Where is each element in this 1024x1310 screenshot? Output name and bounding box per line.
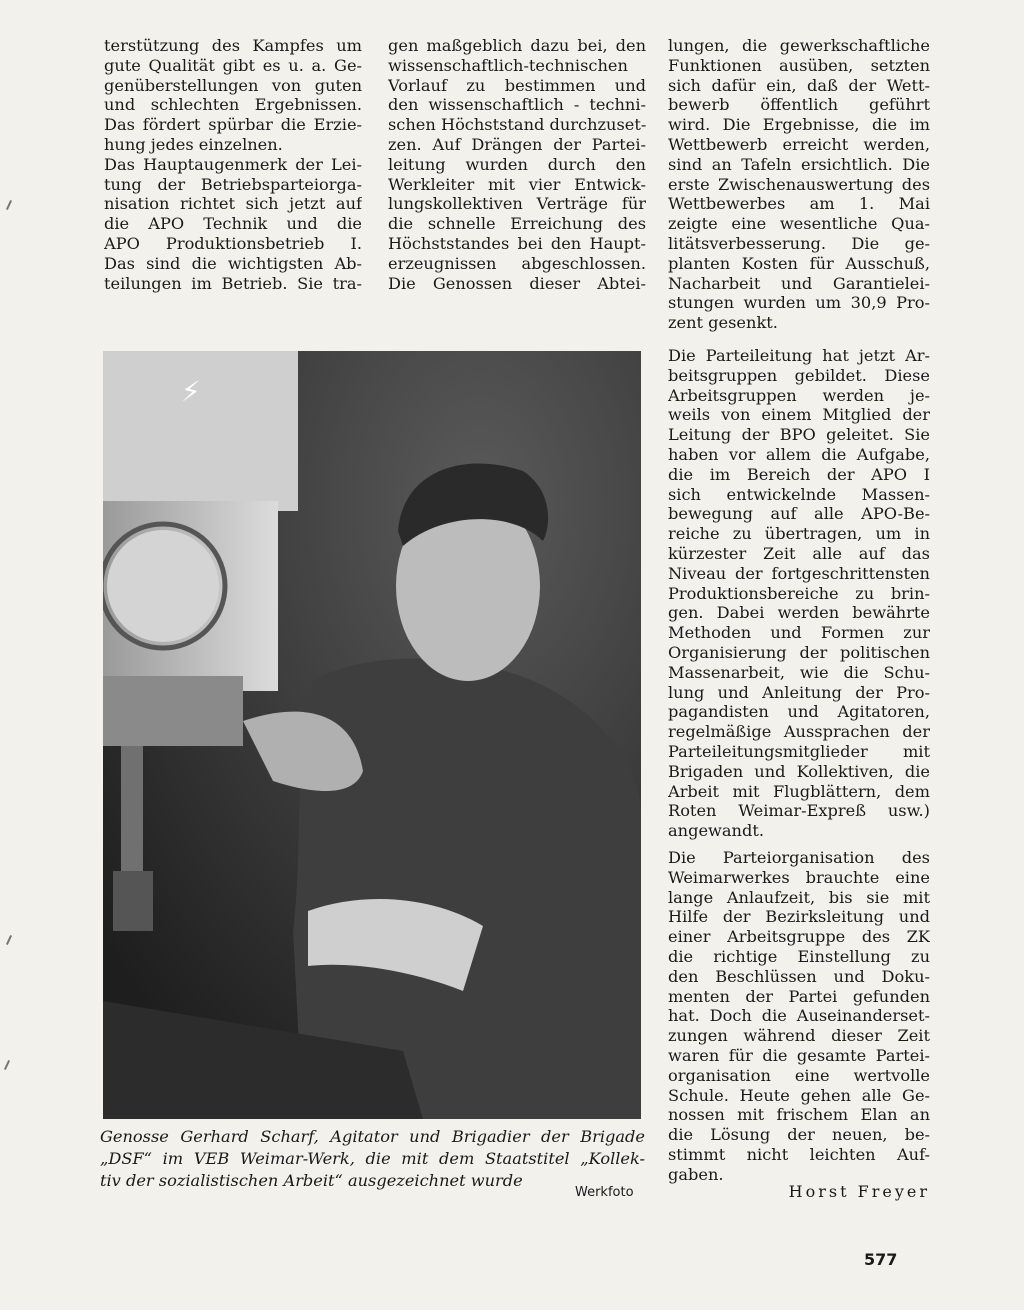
text-line: reiche zu übertragen, um in <box>668 524 930 544</box>
caption-line: „DSF“ im VEB Weimar-Werk, die mit dem Staatstitel „Kollek- <box>100 1149 645 1168</box>
text-line: wissenschaftlich-technischen <box>388 55 628 75</box>
text-line: leitung wurden durch den <box>388 154 646 174</box>
text-line: bewerb öffentlich geführt <box>668 95 930 115</box>
page-number: 577 <box>864 1250 898 1269</box>
text-line: menten der Partei gefunden <box>668 986 930 1006</box>
text-line: sind an Tafeln ersichtlich. Die <box>668 154 930 174</box>
text-column-3-part-2 <box>668 346 930 841</box>
text-column-3-part-1 <box>668 36 930 333</box>
text-line: Weimarwerkes brauchte eine <box>668 867 930 887</box>
text-line: zent gesenkt. <box>668 313 778 333</box>
text-line: und schlechten Ergebnissen. <box>104 95 362 115</box>
text-line: wird. Die Ergebnisse, die im <box>668 115 930 135</box>
text-line: teilungen im Betrieb. Sie tra- <box>104 273 362 293</box>
worker-photo <box>103 351 641 1119</box>
text-line: gen. Dabei werden bewährte <box>668 603 930 623</box>
text-line: weils von einem Mitglied der <box>668 405 930 425</box>
text-line: Leitung der BPO geleitet. Sie <box>668 425 930 445</box>
margin-mark <box>6 200 12 210</box>
text-line: den Beschlüssen und Doku- <box>668 966 930 986</box>
text-line: Arbeit mit Flugblättern, dem <box>668 781 930 801</box>
text-line: nossen mit frischem Elan an <box>668 1105 930 1125</box>
text-line: regelmäßige Aussprachen der <box>668 722 930 742</box>
text-line: kürzester Zeit alle auf das <box>668 543 930 563</box>
text-line: Funktionen ausüben, setzten <box>668 55 930 75</box>
text-line: beitsgruppen gebildet. Diese <box>668 365 930 385</box>
text-line: bewegung auf alle APO-Be- <box>668 504 930 524</box>
text-line: Nacharbeit und Garantielei- <box>668 273 930 293</box>
text-line: Wettbewerb erreicht werden, <box>668 134 930 154</box>
text-line: Die Parteiorganisation des <box>668 848 930 867</box>
text-line: Hilfe der Bezirksleitung und <box>668 907 930 927</box>
text-line: lungskollektiven Verträge für <box>388 194 646 214</box>
photo-caption <box>100 1126 645 1192</box>
text-line: planten Kosten für Ausschuß, <box>668 253 930 273</box>
text-column-2 <box>388 36 646 293</box>
text-line: terstützung des Kampfes um <box>104 36 362 55</box>
text-line: Vorlauf zu bestimmen und <box>388 75 646 95</box>
text-line: Parteileitungsmitglieder mit <box>668 741 930 761</box>
text-line: Werkleiter mit vier Entwick- <box>388 174 646 194</box>
text-line: gaben. <box>668 1164 724 1184</box>
photo-credit: Werkfoto <box>575 1185 634 1200</box>
text-line: Die Genossen dieser Abtei- <box>388 273 646 293</box>
text-line: hung jedes einzelnen. <box>104 134 283 154</box>
text-line: litätsverbesserung. Die ge- <box>668 233 930 253</box>
caption-line: Genosse Gerhard Scharf, Agitator und Brigadier der Brigade <box>100 1127 645 1146</box>
text-line: den wissenschaftlich - techni- <box>388 95 646 115</box>
text-line: pagandisten und Agitatoren, <box>668 702 930 722</box>
text-line: Schule. Heute gehen alle Ge- <box>668 1085 930 1105</box>
text-line: zeigte eine wesentliche Qua- <box>668 214 930 234</box>
text-line: zungen während dieser Zeit <box>668 1026 930 1046</box>
caption-line: tiv der sozialistischen Arbeit“ ausgezeichnet wurde <box>100 1171 523 1190</box>
text-line: zen. Auf Drängen der Partei- <box>388 134 646 154</box>
text-line: organisation eine wertvolle <box>668 1065 930 1085</box>
text-line: Die Parteileitung hat jetzt Ar- <box>668 346 930 365</box>
text-line: Das fördert spürbar die Erzie- <box>104 115 362 135</box>
text-line: nisation richtet sich jetzt auf <box>104 194 362 214</box>
text-line: erste Zwischenauswertung des <box>668 174 930 194</box>
text-line: tung der Betriebsparteiorga- <box>104 174 362 194</box>
author-name: Horst Freyer <box>788 1182 930 1201</box>
text-line: Massenarbeit, wie die Schu- <box>668 662 930 682</box>
text-line: Roten Weimar-Expreß usw.) <box>668 801 930 821</box>
text-line: lange Anlaufzeit, bis sie mit <box>668 887 930 907</box>
text-line: haben vor allem die Aufgabe, <box>668 444 930 464</box>
text-line: Höchststandes bei den Haupt- <box>388 233 646 253</box>
text-line: Brigaden und Kollektiven, die <box>668 761 930 781</box>
text-line: erzeugnissen abgeschlossen. <box>388 253 646 273</box>
text-line: die Lösung der neuen, be- <box>668 1125 930 1145</box>
text-line: gen maßgeblich dazu bei, den <box>388 36 646 55</box>
text-line: Das sind die wichtigsten Ab- <box>104 253 362 273</box>
text-line: gute Qualität gibt es u. a. Ge- <box>104 55 362 75</box>
text-line: sich dafür ein, daß der Wett- <box>668 75 930 95</box>
text-line: lung und Anleitung der Pro- <box>668 682 930 702</box>
text-line: Das Hauptaugenmerk der Lei- <box>104 154 362 174</box>
text-line: die APO Technik und die <box>104 214 362 234</box>
margin-mark <box>4 1060 10 1070</box>
text-line: Wettbewerbes am 1. Mai <box>668 194 930 214</box>
text-line: stungen wurden um 30,9 Pro- <box>668 293 930 313</box>
text-line: schen Höchststand durchzuset- <box>388 115 646 135</box>
text-line: Methoden und Formen zur <box>668 623 930 643</box>
text-line: Produktionsbereiche zu brin- <box>668 583 930 603</box>
text-line: hat. Doch die Auseinanderset- <box>668 1006 930 1026</box>
text-line: Organisierung der politischen <box>668 642 930 662</box>
text-column-3-part-3 <box>668 848 930 1185</box>
text-line: einer Arbeitsgruppe des ZK <box>668 927 930 947</box>
text-line: stimmt nicht leichten Auf- <box>668 1144 930 1164</box>
margin-mark <box>6 935 12 945</box>
text-line: angewandt. <box>668 821 764 841</box>
text-line: lungen, die gewerkschaftliche <box>668 36 930 55</box>
text-line: die im Bereich der APO I <box>668 464 930 484</box>
text-column-1 <box>104 36 362 293</box>
text-line: die schnelle Erreichung des <box>388 214 646 234</box>
text-line: APO Produktionsbetrieb I. <box>104 233 362 253</box>
text-line: Arbeitsgruppen werden je- <box>668 385 930 405</box>
text-line: waren für die gesamte Partei- <box>668 1045 930 1065</box>
text-line: Niveau der fortgeschrittensten <box>668 563 930 583</box>
text-line: die richtige Einstellung zu <box>668 946 930 966</box>
text-line: sich entwickelnde Massen- <box>668 484 930 504</box>
svg-text:⚡: ⚡ <box>181 375 201 408</box>
text-line: genüberstellungen von guten <box>104 75 362 95</box>
